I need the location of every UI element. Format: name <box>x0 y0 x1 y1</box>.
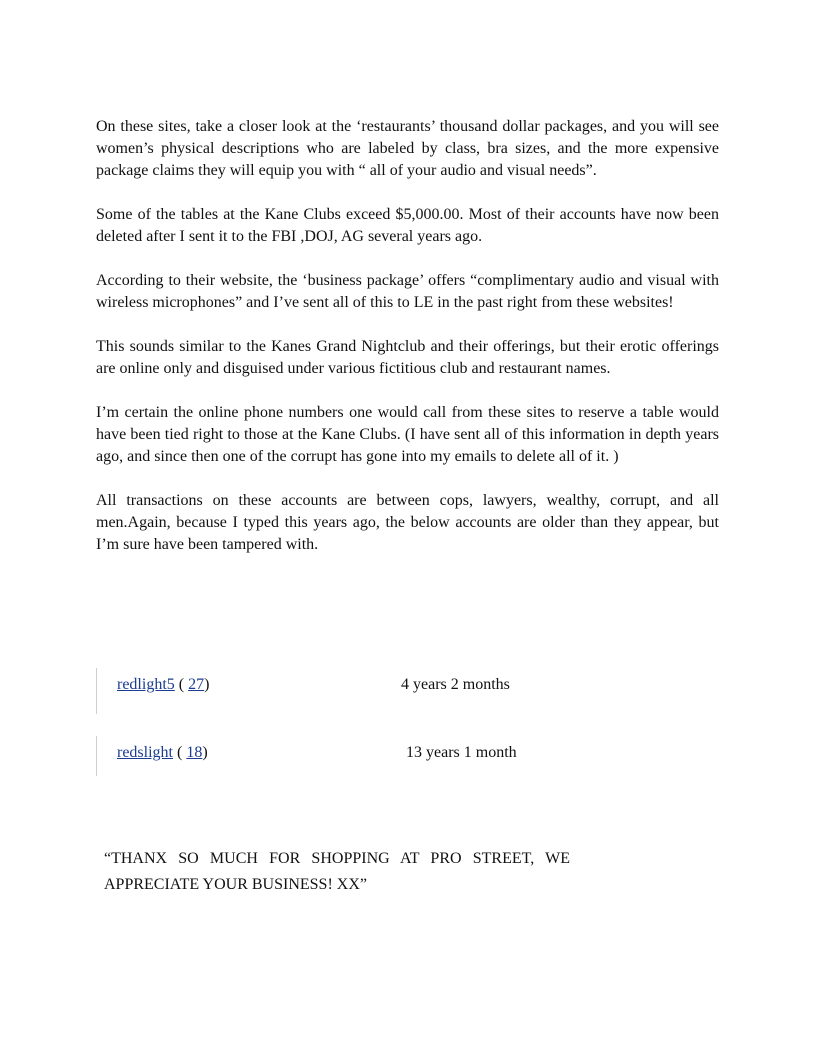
paren-close: ) <box>202 744 208 761</box>
body-text <box>96 116 719 578</box>
account-link[interactable]: redlight5 <box>117 676 175 693</box>
account-duration: 4 years 2 months <box>401 676 510 693</box>
account-duration: 13 years 1 month <box>406 744 517 761</box>
account-info <box>117 742 208 764</box>
feedback-count-link[interactable]: 18 <box>186 744 203 761</box>
account-row <box>96 668 597 714</box>
paren-close: ) <box>204 676 210 693</box>
paren-open: ( <box>173 744 187 761</box>
account-link[interactable]: redslight <box>117 744 173 761</box>
paragraph-business-package: According to their website, the ‘business package’ offers “complimentary audio and visual with wireless microphones” and I’ve sent all of this to LE in the past right from these websites! <box>96 272 719 311</box>
closing-quote: “THANX SO MUCH FOR SHOPPING AT PRO STREET, WE APPRECIATE YOUR BUSINESS! XX” <box>104 850 570 893</box>
account-row <box>96 736 597 776</box>
paragraph-transactions: All transactions on these accounts are between cops, lawyers, wealthy, corrupt, and all men.Again, because I typed this years ago, the below accounts are older than they appear, but I’m sure have been tampered with. <box>96 492 719 553</box>
paragraph-packages: On these sites, take a closer look at the ‘restaurants’ thousand dollar packages, and you will see women’s physical descriptions who are labeled by class, bra sizes, and the more expensive package claims they will equip you with “ all of your audio and visual needs”. <box>96 118 719 179</box>
paragraph-nightclub: This sounds similar to the Kanes Grand Nightclub and their offerings, but their erotic offerings are online only and disguised under various fictitious club and restaurant names. <box>96 338 719 377</box>
feedback-count-link[interactable]: 27 <box>188 676 205 693</box>
paragraph-tables: Some of the tables at the Kane Clubs exceed $5,000.00. Most of their accounts have now been deleted after I sent it to the FBI ,DOJ, AG several years ago. <box>96 206 719 245</box>
paren-open: ( <box>174 676 189 693</box>
account-info <box>117 674 209 696</box>
paragraph-phone-numbers: I’m certain the online phone numbers one would call from these sites to reserve a table would have been tied right to those at the Kane Clubs. (I have sent all of this information in depth years ago, and since then one of the corrupt has gone into my emails to delete all of it. ) <box>96 404 719 465</box>
